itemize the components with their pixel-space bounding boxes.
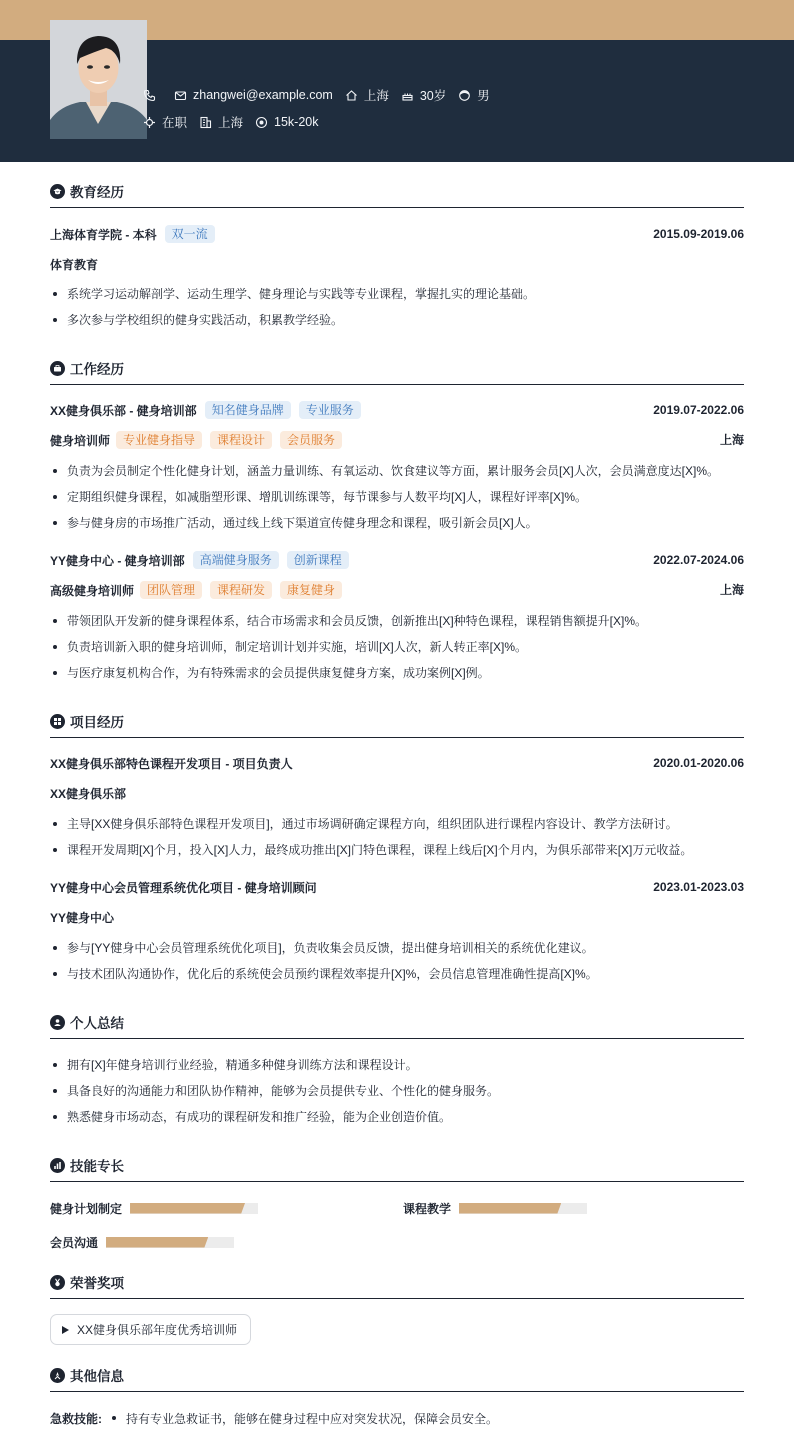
other-title: 其他信息 [70, 1369, 124, 1384]
gender-item [458, 86, 490, 104]
list-item: 系统学习运动解剖学、运动生理学、健身理论与实践等专业课程，掌握扎实的理论基础。 [50, 286, 744, 312]
graduation-cap-icon [50, 184, 65, 199]
work-title: 工作经历 [70, 362, 124, 377]
age-item [401, 86, 446, 104]
list-item: 与医疗康复机构合作，为有特殊需求的会员提供康复健身方案，成功案例[X]例。 [50, 665, 744, 691]
job-1-bullets [50, 463, 744, 541]
skills-title: 技能专长 [70, 1159, 124, 1174]
education-entry-header [50, 224, 744, 244]
list-item: 与技术团队沟通协作，优化后的系统使会员预约课程效率提升[X]%，会员信息管理准确性提高[X]%。 [50, 966, 744, 992]
job-status-item [143, 113, 187, 131]
project-1-name: XX健身俱乐部特色课程开发项目 - 项目负责人 [50, 756, 293, 771]
award-text: XX健身俱乐部年度优秀培训师 [77, 1323, 238, 1337]
list-item: 定期组织健身课程，如减脂塑形课、增肌训练课等，每节课参与人数平均[X]人，课程好评率[X]%。 [50, 489, 744, 515]
projects-heading [50, 711, 744, 738]
project-1-date: 2020.01-2020.06 [653, 756, 744, 770]
project-1-header [50, 753, 744, 773]
job-2-role-tag: 康复健身 [280, 581, 342, 599]
list-item: 课程开发周期[X]个月，投入[X]人力，最终成功推出[X]门特色课程，课程上线后[X]个月内，为俱乐部带来[X]万元收益。 [50, 842, 744, 868]
gender-text: 男 [477, 89, 490, 103]
project-2-org-row [50, 907, 114, 927]
summary-section [50, 1012, 744, 1124]
phone-item [143, 89, 162, 102]
other-label: 急救技能: [50, 1411, 102, 1426]
list-item: 负责为会员制定个性化健身计划，涵盖力量训练、有氧运动、饮食建议等方面，累计服务会员[X]人次，会员满意度达[X]%。 [50, 463, 744, 489]
contact-row-2 [143, 113, 331, 131]
job-1-role-tag: 会员服务 [280, 431, 342, 449]
job-1-role: 健身培训师 [50, 433, 111, 448]
briefcase-icon [50, 361, 65, 376]
job-1-role-tag: 专业健身指导 [116, 431, 202, 449]
list-item: 拥有[X]年健身培训行业经验，精通多种健身训练方法和课程设计。 [50, 1057, 744, 1083]
job-1-company-tag: 知名健身品牌 [205, 401, 291, 419]
list-item: 带领团队开发新的健身课程体系，结合市场需求和会员反馈，创新推出[X]种特色课程，课程销售额提升[X]%。 [50, 613, 744, 639]
project-2-header [50, 877, 744, 897]
list-item: 负责培训新入职的健身培训师，制定培训计划并实施，培训[X]人次，新人转正率[X]%。 [50, 639, 744, 665]
job-2-location: 上海 [719, 583, 744, 597]
project-1-bullets [50, 816, 744, 868]
school-tag: 双一流 [165, 225, 215, 243]
award-item[interactable] [50, 1314, 251, 1345]
age-text: 30岁 [419, 89, 447, 103]
other-info-row [50, 1409, 498, 1427]
email-item [174, 88, 333, 102]
job-2-header [50, 550, 744, 570]
project-2-date: 2023.01-2023.03 [653, 880, 744, 894]
skill-item [50, 1198, 258, 1218]
education-section [50, 181, 744, 327]
work-heading [50, 358, 744, 385]
skill-item [50, 1232, 234, 1252]
skills-heading [50, 1155, 744, 1182]
skill-name: 会员沟通 [50, 1235, 99, 1250]
school-name: 上海体育学院 - 本科 [50, 227, 157, 242]
medal-icon [50, 1275, 65, 1290]
education-date: 2015.09-2019.06 [653, 227, 744, 241]
skill-item [403, 1198, 587, 1218]
building-icon [199, 116, 212, 129]
job-2-role-tag: 团队管理 [140, 581, 202, 599]
awards-section [50, 1272, 744, 1299]
skill-bar-fill [459, 1203, 561, 1214]
user-icon [50, 1015, 65, 1030]
work-section [50, 358, 744, 680]
list-item: 熟悉健身市场动态，有成功的课程研发和推广经验，能为企业创造价值。 [50, 1109, 744, 1135]
projects-section [50, 711, 744, 981]
summary-title: 个人总结 [70, 1016, 124, 1031]
job-1-date: 2019.07-2022.06 [653, 403, 744, 417]
job-status-text: 在职 [162, 116, 188, 130]
avatar [50, 20, 147, 139]
caret-right-icon [62, 1326, 69, 1334]
contact-row-1 [143, 86, 502, 104]
project-2-org: YY健身中心 [50, 910, 115, 925]
job-1-company-tag: 专业服务 [299, 401, 361, 419]
major-name: 体育教育 [50, 257, 99, 272]
mail-icon [174, 89, 187, 102]
project-2-bullets [50, 940, 744, 992]
project-2-name: YY健身中心会员管理系统优化项目 - 健身培训顾问 [50, 880, 317, 895]
status-icon [143, 116, 156, 129]
job-1-location: 上海 [719, 433, 744, 447]
skill-name: 健身计划制定 [50, 1201, 123, 1216]
skill-bar [130, 1203, 258, 1214]
projects-title: 项目经历 [70, 715, 124, 730]
job-2-role: 高级健身培训师 [50, 583, 135, 598]
awards-title: 荣誉奖项 [70, 1276, 124, 1291]
phone-icon [143, 89, 156, 102]
job-2-company-tag: 创新课程 [287, 551, 349, 569]
other-heading [50, 1365, 744, 1392]
job-1-header [50, 400, 744, 420]
skill-bar-fill [130, 1203, 245, 1214]
chart-bar-icon [50, 1158, 65, 1173]
education-heading [50, 181, 744, 208]
skill-bar-fill [106, 1237, 208, 1248]
email-text: zhangwei@example.com [193, 88, 333, 102]
summary-heading [50, 1012, 744, 1039]
salary-item [255, 115, 318, 129]
compass-icon [50, 1368, 65, 1383]
awards-heading [50, 1272, 744, 1299]
bullet-dot [112, 1416, 116, 1420]
work-city-text: 上海 [218, 116, 244, 130]
list-item: 参与健身房的市场推广活动，通过线上线下渠道宣传健身理念和课程，吸引新会员[X]人。 [50, 515, 744, 541]
skills-section [50, 1155, 744, 1182]
project-1-org: XX健身俱乐部 [50, 786, 127, 801]
major-row [50, 254, 98, 274]
job-2-date: 2022.07-2024.06 [653, 553, 744, 567]
grid-icon [50, 714, 65, 729]
list-item: 主导[XX健身俱乐部特色课程开发项目]，通过市场调研确定课程方向，组织团队进行课程内容设计、教学方法研讨。 [50, 816, 744, 842]
work-city-item [199, 113, 243, 131]
education-title: 教育经历 [70, 185, 124, 200]
skill-bar [459, 1203, 587, 1214]
job-2-bullets [50, 613, 744, 691]
skill-name: 课程教学 [403, 1201, 452, 1216]
city-text: 上海 [363, 89, 389, 103]
other-section [50, 1365, 744, 1392]
list-item: 参与[YY健身中心会员管理系统优化项目]，负责收集会员反馈，提出健身培训相关的系统优化建议。 [50, 940, 744, 966]
cake-icon [401, 89, 414, 102]
list-item: 具备良好的沟通能力和团队协作精神，能够为会员提供专业、个性化的健身服务。 [50, 1083, 744, 1109]
other-text: 持有专业急救证书，能够在健身过程中应对突发状况，保障会员安全。 [126, 1411, 499, 1426]
job-2-role-row [50, 580, 744, 600]
summary-bullets [50, 1057, 744, 1135]
gender-icon [458, 89, 471, 102]
list-item: 多次参与学校组织的健身实践活动，积累教学经验。 [50, 312, 744, 338]
skill-bar [106, 1237, 234, 1248]
job-2-role-tag: 课程研发 [210, 581, 272, 599]
education-bullets [50, 286, 744, 338]
salary-icon [255, 116, 268, 129]
job-2-company: YY健身中心 - 健身培训部 [50, 553, 185, 568]
job-1-company: XX健身俱乐部 - 健身培训部 [50, 403, 197, 418]
city-item [345, 86, 389, 104]
project-1-org-row [50, 783, 126, 803]
salary-text: 15k-20k [274, 115, 319, 129]
home-icon [345, 89, 358, 102]
job-2-company-tag: 高端健身服务 [193, 551, 279, 569]
job-1-role-tag: 课程设计 [210, 431, 272, 449]
job-1-role-row [50, 430, 744, 450]
